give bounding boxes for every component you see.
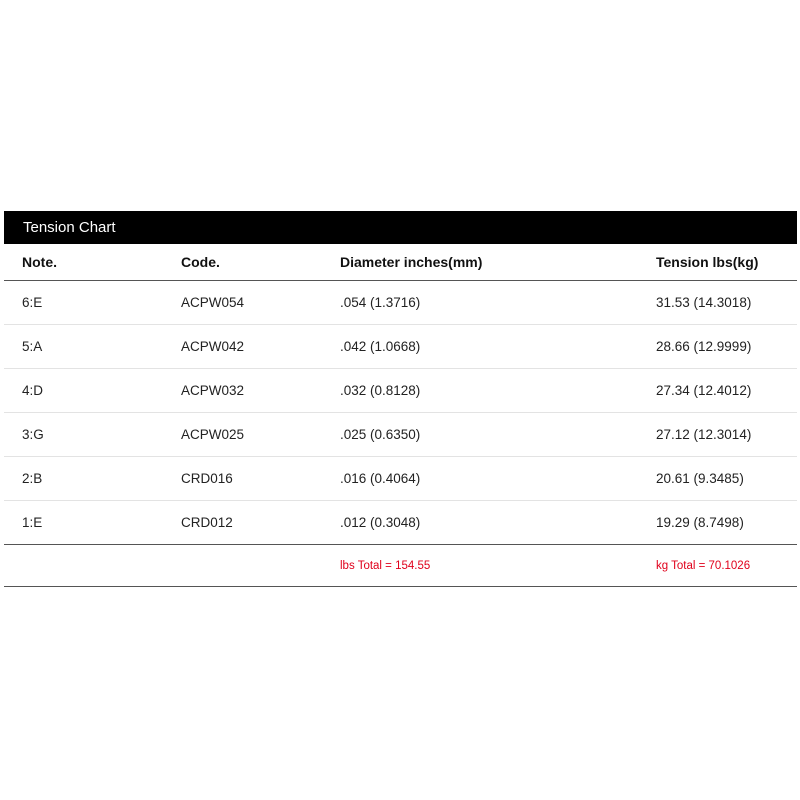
table-row bbox=[4, 501, 797, 545]
totals-row bbox=[4, 545, 797, 587]
note-cell: 3:G bbox=[22, 427, 44, 442]
note-cell: 2:B bbox=[22, 471, 43, 486]
table-row bbox=[4, 413, 797, 457]
table-row bbox=[4, 281, 797, 325]
code-cell: CRD012 bbox=[181, 515, 233, 530]
code-cell: ACPW054 bbox=[181, 295, 245, 310]
table-header bbox=[4, 244, 797, 281]
lbs-total: lbs Total = 154.55 bbox=[340, 559, 431, 572]
note-cell: 4:D bbox=[22, 383, 44, 398]
diameter-cell: .054 (1.3716) bbox=[340, 295, 421, 310]
table-row bbox=[4, 457, 797, 501]
note-cell: 5:A bbox=[22, 339, 43, 354]
code-cell: ACPW042 bbox=[181, 339, 245, 354]
column-header-code: Code. bbox=[181, 254, 220, 270]
note-cell: 6:E bbox=[22, 295, 43, 310]
diameter-cell: .016 (0.4064) bbox=[340, 471, 421, 486]
kg-total: kg Total = 70.1026 bbox=[656, 559, 751, 572]
diameter-cell: .012 (0.3048) bbox=[340, 515, 421, 530]
column-header-diameter: Diameter inches(mm) bbox=[340, 254, 483, 270]
tension-cell: 19.29 (8.7498) bbox=[656, 515, 744, 530]
column-header-tension: Tension lbs(kg) bbox=[656, 254, 759, 270]
tension-cell: 27.12 (12.3014) bbox=[656, 427, 752, 442]
diameter-cell: .042 (1.0668) bbox=[340, 339, 421, 354]
diameter-cell: .025 (0.6350) bbox=[340, 427, 421, 442]
tension-cell: 31.53 (14.3018) bbox=[656, 295, 752, 310]
tension-chart bbox=[4, 211, 797, 587]
table-row bbox=[4, 369, 797, 413]
code-cell: ACPW032 bbox=[181, 383, 245, 398]
diameter-cell: .032 (0.8128) bbox=[340, 383, 421, 398]
table-row bbox=[4, 325, 797, 369]
tension-cell: 20.61 (9.3485) bbox=[656, 471, 744, 486]
code-cell: ACPW025 bbox=[181, 427, 245, 442]
chart-title: Tension Chart bbox=[4, 211, 797, 244]
column-header-note: Note. bbox=[22, 254, 57, 270]
code-cell: CRD016 bbox=[181, 471, 233, 486]
tension-cell: 28.66 (12.9999) bbox=[656, 339, 752, 354]
tension-cell: 27.34 (12.4012) bbox=[656, 383, 752, 398]
note-cell: 1:E bbox=[22, 515, 43, 530]
